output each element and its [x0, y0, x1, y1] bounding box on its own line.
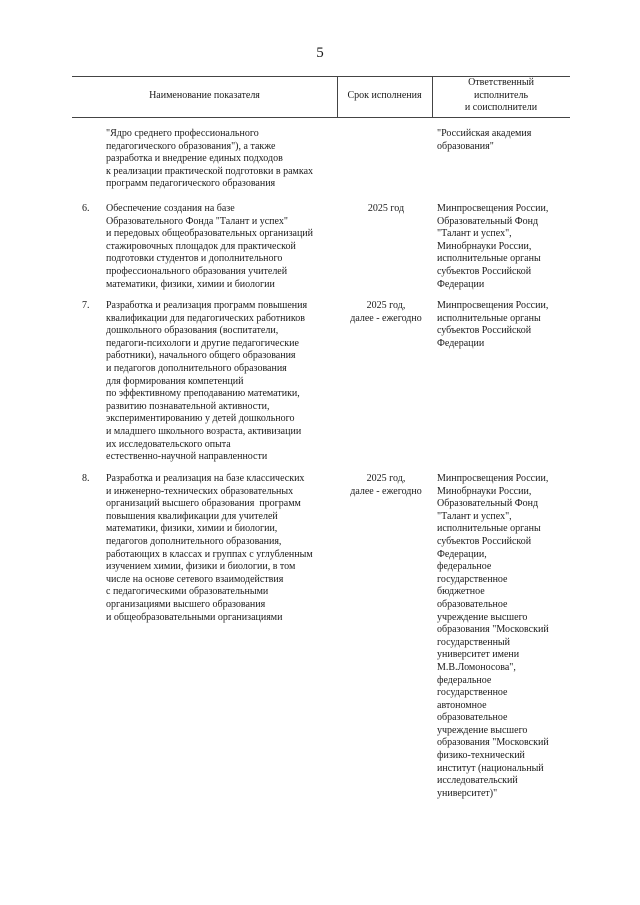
- row-deadline: 2025 год: [367, 203, 405, 214]
- row-responsible: Минпросвещения России, Образовательный Фонд "Талант и успех", Минобрнауки России, исполнительные органы субъектов Российской Федерации: [437, 203, 549, 290]
- row-indicator-name: Разработка и реализация на базе классических и инженерно-технических образовательных организаций высшего образования программ повышения квалификации для учителей математики, физики, химии и биологии, педагогов дополнительного образования, работающих в классах и группах с углубленным изучением химии, физики и биологии, в том числе на основе сетевого взаимодействия с педагогическими образовательными организациями высшего образования и общеобразовательными организациями: [106, 473, 313, 623]
- row-responsible: "Российская академия образования": [437, 128, 532, 152]
- row-deadline: 2025 год, далее - ежегодно: [350, 300, 422, 324]
- header-deadline: Срок исполнения: [347, 90, 422, 101]
- row-number: 8.: [82, 473, 90, 484]
- row-responsible: Минпросвещения России, исполнительные органы субъектов Российской Федерации: [437, 300, 549, 349]
- row-indicator-name: Разработка и реализация программ повышения квалификации для педагогических работников дошкольного образования (воспитатели, педагоги-психологи и другие педагогические работники), начального общего образования и педагогов дополнительного образования для формирования компетенций по эффективному преподаванию математики, развитию познавательной активности, экспериментированию у детей дошкольного и младшего школьного возраста, активизации их исследовательского опыта естественно-научной направленности: [106, 300, 308, 463]
- row-deadline: 2025 год, далее - ежегодно: [350, 473, 422, 497]
- header-indicator: Наименование показателя: [149, 90, 260, 101]
- row-indicator-name: "Ядро среднего профессионального педагогического образования"), а также разработка и внедрение единых подходов к реализации практической подготовки в рамках программ педагогического образования: [106, 128, 314, 190]
- page-number: 5: [316, 45, 324, 61]
- table-header-bottom-rule: [72, 117, 570, 118]
- row-responsible: Минпросвещения России, Минобрнауки России, Образовательный Фонд "Талант и успех", исполнительные органы субъектов Российской Федерации, федеральное государственное бюджетное образовательное учреждение высшего образования "Московский государственный университет имени М.В.Ломоносова", федеральное государственное автономное образовательное учреждение высшего образования "Московский физико-технический институт (национальный исследовательский университет)": [437, 473, 549, 799]
- row-indicator-name: Обеспечение создания на базе Образовательного Фонда "Талант и успех" и передовых общеобразовательных организаций стажировочных площадок для практической подготовки студентов и дополнительного профессионального образования учителей математики, физики, химии и биологии: [106, 203, 314, 290]
- row-number: 6.: [82, 203, 90, 214]
- header-responsible: Ответственный исполнитель и соисполнители: [464, 77, 538, 114]
- row-number: 7.: [82, 300, 90, 311]
